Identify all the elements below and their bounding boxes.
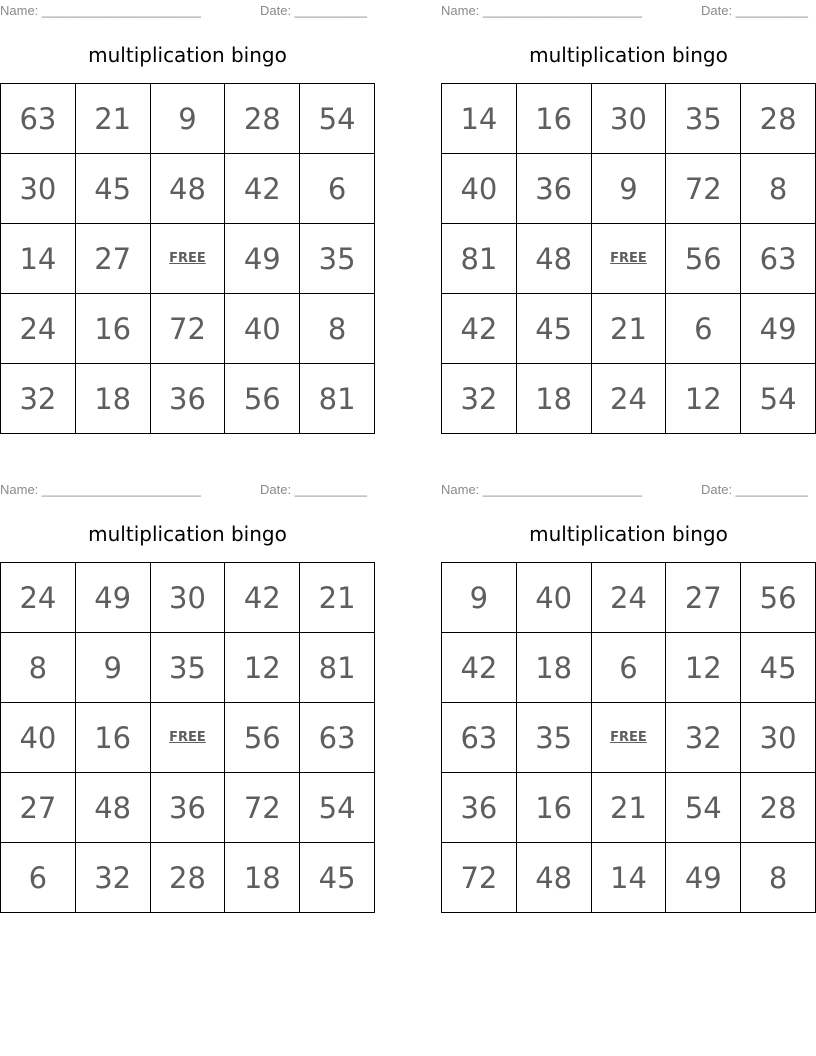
bingo-cell: 18 [225, 843, 300, 913]
bingo-cell: 12 [225, 633, 300, 703]
bingo-cell: 56 [225, 364, 300, 434]
bingo-cell: 27 [75, 224, 150, 294]
bingo-grid [0, 83, 375, 434]
bingo-cell: 54 [741, 364, 816, 434]
bingo-row [442, 224, 816, 294]
bingo-cell: 24 [591, 563, 666, 633]
bingo-row [442, 294, 816, 364]
bingo-cell: 72 [442, 843, 517, 913]
bingo-cell: 42 [442, 294, 517, 364]
bingo-cell: 45 [516, 294, 591, 364]
bingo-cell: 30 [150, 563, 225, 633]
bingo-cell: 54 [666, 773, 741, 843]
bingo-cell: 6 [591, 633, 666, 703]
bingo-cell: 45 [75, 154, 150, 224]
bingo-cell: 40 [516, 563, 591, 633]
bingo-cell: 18 [516, 364, 591, 434]
bingo-row [442, 563, 816, 633]
bingo-row [1, 154, 375, 224]
bingo-cell: 30 [741, 703, 816, 773]
bingo-grid [441, 562, 816, 913]
bingo-cell: 36 [150, 364, 225, 434]
bingo-cell: 63 [442, 703, 517, 773]
bingo-cell: 28 [741, 773, 816, 843]
bingo-cell: 27 [666, 563, 741, 633]
bingo-cell: 9 [75, 633, 150, 703]
bingo-cell: 40 [442, 154, 517, 224]
bingo-row [442, 364, 816, 434]
bingo-cell: 32 [1, 364, 76, 434]
bingo-cell: 40 [1, 703, 76, 773]
bingo-cell: 8 [1, 633, 76, 703]
bingo-cell: 36 [516, 154, 591, 224]
card-title: multiplication bingo [529, 522, 728, 546]
bingo-row [1, 703, 375, 773]
bingo-row [1, 364, 375, 434]
bingo-cell: 6 [300, 154, 375, 224]
bingo-row [1, 294, 375, 364]
bingo-cell: 49 [75, 563, 150, 633]
bingo-cell: 24 [1, 294, 76, 364]
card-header [0, 3, 375, 19]
card-header [0, 482, 375, 498]
bingo-cell: 24 [591, 364, 666, 434]
bingo-cell: 45 [300, 843, 375, 913]
bingo-row [442, 843, 816, 913]
bingo-cell: 16 [516, 773, 591, 843]
bingo-cell: 27 [1, 773, 76, 843]
card-header [441, 482, 816, 498]
bingo-cell: 8 [300, 294, 375, 364]
bingo-cell: 32 [442, 364, 517, 434]
free-cell: FREE [150, 224, 225, 294]
bingo-cell: 8 [741, 843, 816, 913]
bingo-cell: 6 [1, 843, 76, 913]
bingo-row [1, 773, 375, 843]
free-cell: FREE [150, 703, 225, 773]
bingo-cell: 48 [516, 843, 591, 913]
bingo-row [442, 773, 816, 843]
card-title: multiplication bingo [88, 43, 287, 67]
bingo-cell: 28 [741, 84, 816, 154]
bingo-row [1, 84, 375, 154]
bingo-cell: 32 [666, 703, 741, 773]
bingo-cell: 45 [741, 633, 816, 703]
bingo-cell: 21 [591, 773, 666, 843]
name-field: Name: ______________________ [0, 482, 201, 497]
bingo-cell: 24 [1, 563, 76, 633]
name-field: Name: ______________________ [441, 482, 642, 497]
bingo-cell: 12 [666, 364, 741, 434]
bingo-cell: 40 [225, 294, 300, 364]
bingo-cell: 30 [591, 84, 666, 154]
bingo-cell: 14 [591, 843, 666, 913]
bingo-cell: 28 [225, 84, 300, 154]
bingo-cell: 35 [516, 703, 591, 773]
bingo-cell: 21 [75, 84, 150, 154]
bingo-cell: 42 [225, 563, 300, 633]
bingo-cell: 16 [516, 84, 591, 154]
bingo-cell: 18 [516, 633, 591, 703]
bingo-cell: 81 [300, 633, 375, 703]
bingo-cell: 54 [300, 84, 375, 154]
bingo-cell: 54 [300, 773, 375, 843]
bingo-cell: 18 [75, 364, 150, 434]
bingo-row [1, 224, 375, 294]
bingo-cell: 49 [741, 294, 816, 364]
date-field: Date: __________ [701, 3, 808, 18]
bingo-cell: 48 [150, 154, 225, 224]
card-title: multiplication bingo [529, 43, 728, 67]
bingo-cell: 36 [150, 773, 225, 843]
bingo-row [1, 633, 375, 703]
bingo-cell: 81 [300, 364, 375, 434]
bingo-cell: 81 [442, 224, 517, 294]
bingo-card-1 [0, 0, 375, 435]
bingo-row [442, 154, 816, 224]
free-cell: FREE [591, 224, 666, 294]
bingo-cell: 21 [300, 563, 375, 633]
date-field: Date: __________ [260, 482, 367, 497]
bingo-cell: 32 [75, 843, 150, 913]
bingo-cell: 63 [300, 703, 375, 773]
bingo-cell: 56 [225, 703, 300, 773]
bingo-cell: 8 [741, 154, 816, 224]
bingo-row [442, 633, 816, 703]
bingo-cell: 9 [591, 154, 666, 224]
bingo-cell: 16 [75, 294, 150, 364]
bingo-cell: 9 [442, 563, 517, 633]
bingo-row [442, 703, 816, 773]
bingo-card-3 [0, 479, 375, 914]
bingo-cell: 49 [666, 843, 741, 913]
name-field: Name: ______________________ [441, 3, 642, 18]
bingo-cell: 56 [741, 563, 816, 633]
bingo-cell: 21 [591, 294, 666, 364]
bingo-cell: 35 [150, 633, 225, 703]
bingo-cell: 63 [741, 224, 816, 294]
bingo-cell: 72 [225, 773, 300, 843]
bingo-card-2 [441, 0, 816, 435]
bingo-cell: 63 [1, 84, 76, 154]
free-cell: FREE [591, 703, 666, 773]
bingo-cell: 28 [150, 843, 225, 913]
bingo-cell: 9 [150, 84, 225, 154]
bingo-cell: 14 [442, 84, 517, 154]
bingo-cell: 35 [666, 84, 741, 154]
bingo-row [1, 843, 375, 913]
bingo-cell: 48 [516, 224, 591, 294]
card-title: multiplication bingo [88, 522, 287, 546]
bingo-cell: 16 [75, 703, 150, 773]
bingo-cell: 42 [442, 633, 517, 703]
bingo-cell: 14 [1, 224, 76, 294]
bingo-cell: 48 [75, 773, 150, 843]
bingo-cell: 72 [666, 154, 741, 224]
bingo-cell: 12 [666, 633, 741, 703]
bingo-cell: 30 [1, 154, 76, 224]
name-field: Name: ______________________ [0, 3, 201, 18]
bingo-card-4 [441, 479, 816, 914]
bingo-cell: 56 [666, 224, 741, 294]
bingo-cell: 6 [666, 294, 741, 364]
bingo-cell: 49 [225, 224, 300, 294]
date-field: Date: __________ [701, 482, 808, 497]
bingo-cell: 35 [300, 224, 375, 294]
bingo-cell: 36 [442, 773, 517, 843]
bingo-cell: 72 [150, 294, 225, 364]
bingo-row [1, 563, 375, 633]
bingo-row [442, 84, 816, 154]
date-field: Date: __________ [260, 3, 367, 18]
bingo-grid [441, 83, 816, 434]
bingo-grid [0, 562, 375, 913]
card-header [441, 3, 816, 19]
bingo-cell: 42 [225, 154, 300, 224]
